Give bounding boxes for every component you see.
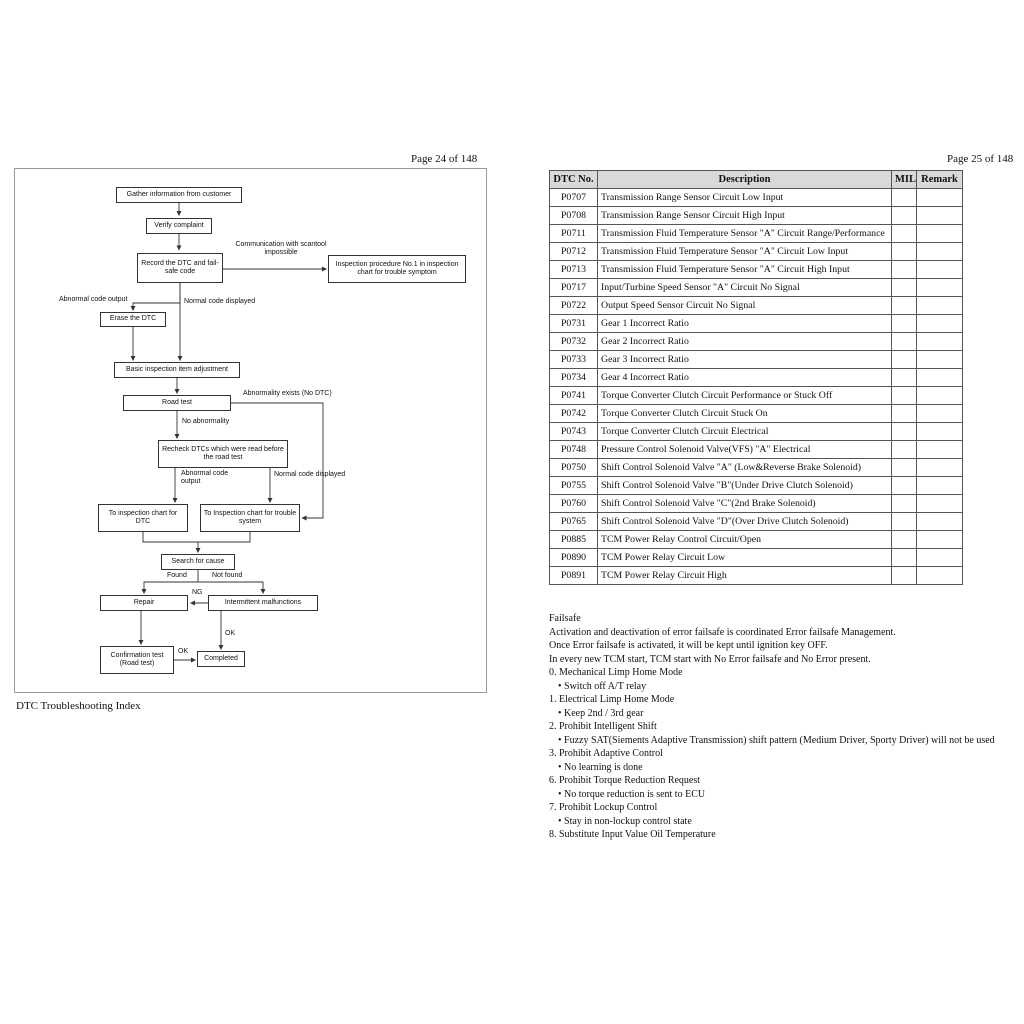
cell-remark [917,495,963,513]
table-row [550,279,963,297]
cell-dtc-no: P0713 [550,261,598,279]
table-row [550,531,963,549]
failsafe-line: • No learning is done [558,761,643,773]
cell-mil [892,333,917,351]
col-header-description: Description [598,171,892,189]
table-row [550,405,963,423]
failsafe-line: 6. Prohibit Torque Reduction Request [549,775,701,786]
flow-label-normal-code-displayed-2: Normal code displayed [274,471,346,478]
failsafe-line: 1. Electrical Limp Home Mode [549,694,675,705]
cell-dtc-no: P0885 [550,531,598,549]
failsafe-line: 0. Mechanical Limp Home Mode [549,667,683,678]
flow-node-basic-inspection: Basic inspection item adjustment [114,362,240,378]
flow-node-recheck-dtcs: Recheck DTCs which were read before the road test [158,440,288,468]
cell-mil [892,459,917,477]
failsafe-line: • No torque reduction is sent to ECU [558,788,706,800]
failsafe-line: 7. Prohibit Lockup Control [549,802,658,813]
cell-mil [892,225,917,243]
table-row [550,351,963,369]
cell-remark [917,369,963,387]
cell-mil [892,297,917,315]
flow-node-confirmation-test: Confirmation test (Road test) [100,646,174,674]
flow-node-inspection-procedure: Inspection procedure No.1 in inspection chart for trouble symptom [328,255,466,283]
figure-caption: DTC Troubleshooting Index [16,700,141,712]
flow-node-to-chart-dtc: To inspection chart for DTC [98,504,188,532]
table-row [550,297,963,315]
cell-description: Transmission Fluid Temperature Sensor "A" Circuit High Input [598,261,892,279]
cell-description: Shift Control Solenoid Valve "A" (Low&Reverse Brake Solenoid) [598,459,892,477]
failsafe-line: • Fuzzy SAT(Siements Adaptive Transmission) shift pattern (Medium Driver, Sporty Driver) will not be used [558,734,995,746]
table-row [550,513,963,531]
flow-node-erase-dtc: Erase the DTC [100,312,166,327]
cell-remark [917,459,963,477]
flow-label-not-found: Not found [212,572,243,579]
cell-description: Torque Converter Clutch Circuit Electrical [598,423,892,441]
table-row [550,261,963,279]
flow-label-ok-horizontal: OK [178,648,189,655]
cell-remark [917,351,963,369]
cell-dtc-no: P0712 [550,243,598,261]
dtc-table [549,170,963,585]
cell-description: Gear 2 Incorrect Ratio [598,333,892,351]
cell-mil [892,531,917,549]
failsafe-lines [549,626,995,842]
table-row [550,207,963,225]
table-row [550,567,963,585]
cell-description: Shift Control Solenoid Valve "D"(Over Drive Clutch Solenoid) [598,513,892,531]
failsafe-line: • Keep 2nd / 3rd gear [558,707,644,719]
cell-dtc-no: P0741 [550,387,598,405]
failsafe-section [549,612,995,842]
col-header-dtc-no: DTC No. [550,171,598,189]
cell-mil [892,243,917,261]
cell-mil [892,441,917,459]
table-row [550,243,963,261]
flow-label-abnormality-exists: Abnormality exists (No DTC) [243,390,332,397]
flowchart-frame [14,168,487,693]
table-row [550,387,963,405]
cell-dtc-no: P0717 [550,279,598,297]
cell-description: Transmission Fluid Temperature Sensor "A" Circuit Low Input [598,243,892,261]
cell-remark [917,261,963,279]
cell-dtc-no: P0707 [550,189,598,207]
cell-description: Input/Turbine Speed Sensor "A" Circuit No Signal [598,279,892,297]
table-row [550,333,963,351]
table-row [550,459,963,477]
flow-label-normal-code-displayed-1: Normal code displayed [184,298,256,305]
flow-node-repair: Repair [100,595,188,611]
cell-remark [917,513,963,531]
cell-remark [917,441,963,459]
flow-node-road-test: Road test [123,395,231,411]
cell-dtc-no: P0743 [550,423,598,441]
cell-dtc-no: P0708 [550,207,598,225]
table-row [550,441,963,459]
table-header-row [550,171,963,189]
flow-node-gather-information: Gather information from customer [116,187,242,203]
cell-mil [892,369,917,387]
cell-dtc-no: P0890 [550,549,598,567]
table-row [550,495,963,513]
cell-dtc-no: P0733 [550,351,598,369]
cell-description: Gear 4 Incorrect Ratio [598,369,892,387]
cell-remark [917,333,963,351]
flow-label-found: Found [167,572,187,579]
cell-remark [917,477,963,495]
cell-remark [917,243,963,261]
cell-description: TCM Power Relay Circuit High [598,567,892,585]
cell-description: Transmission Fluid Temperature Sensor "A" Circuit Range/Performance [598,225,892,243]
cell-remark [917,207,963,225]
cell-mil [892,315,917,333]
cell-mil [892,513,917,531]
page-number-left: Page 24 of 148 [411,153,478,165]
table-row [550,423,963,441]
cell-mil [892,189,917,207]
cell-remark [917,387,963,405]
cell-dtc-no: P0750 [550,459,598,477]
failsafe-line: 3. Prohibit Adaptive Control [549,748,663,759]
cell-dtc-no: P0711 [550,225,598,243]
col-header-mil: MIL [892,171,917,189]
cell-dtc-no: P0742 [550,405,598,423]
failsafe-line: Activation and deactivation of error failsafe is coordinated Error failsafe Management. [549,626,896,638]
flow-node-verify-complaint: Verify complaint [146,218,212,234]
flow-label-ok-vertical: OK [225,630,236,637]
table-row [550,189,963,207]
cell-description: Shift Control Solenoid Valve "C"(2nd Brake Solenoid) [598,495,892,513]
cell-mil [892,261,917,279]
flow-label-no-abnormality: No abnormality [182,418,230,425]
failsafe-line: • Switch off A/T relay [558,680,647,692]
cell-remark [917,315,963,333]
cell-dtc-no: P0760 [550,495,598,513]
cell-mil [892,279,917,297]
cell-description: Pressure Control Solenoid Valve(VFS) "A" Electrical [598,441,892,459]
failsafe-line: 2. Prohibit Intelligent Shift [549,721,657,732]
cell-dtc-no: P0755 [550,477,598,495]
cell-description: Output Speed Sensor Circuit No Signal [598,297,892,315]
cell-description: Shift Control Solenoid Valve "B"(Under Drive Clutch Solenoid) [598,477,892,495]
cell-dtc-no: P0765 [550,513,598,531]
flow-label-abnormal-code-output-1: Abnormal code output [59,296,128,303]
cell-description: Torque Converter Clutch Circuit Performance or Stuck Off [598,387,892,405]
cell-remark [917,549,963,567]
failsafe-line: Once Error failsafe is activated, it will be kept until ignition key OFF. [549,640,828,651]
table-row [550,477,963,495]
cell-mil [892,387,917,405]
cell-remark [917,567,963,585]
cell-remark [917,225,963,243]
cell-description: Transmission Range Sensor Circuit High Input [598,207,892,225]
flow-node-to-chart-trouble-system: To Inspection chart for trouble system [200,504,300,532]
flow-node-record-dtc: Record the DTC and fail-safe code [137,253,223,283]
flow-label-communication-impossible: Communication with scantool impossible [235,241,327,257]
flow-node-intermittent-malfunctions: Intermittent malfunctions [208,595,318,611]
cell-description: Torque Converter Clutch Circuit Stuck On [598,405,892,423]
failsafe-line: • Stay in non-lockup control state [558,815,692,827]
col-header-remark: Remark [917,171,963,189]
cell-mil [892,405,917,423]
cell-mil [892,423,917,441]
table-row [550,315,963,333]
table-row [550,549,963,567]
cell-mil [892,477,917,495]
cell-dtc-no: P0734 [550,369,598,387]
cell-dtc-no: P0891 [550,567,598,585]
failsafe-line: In every new TCM start, TCM start with No Error failsafe and No Error present. [549,653,871,665]
cell-mil [892,567,917,585]
flow-node-completed: Completed [197,651,245,667]
cell-description: TCM Power Relay Circuit Low [598,549,892,567]
page-number-right: Page 25 of 148 [947,153,1014,165]
cell-remark [917,531,963,549]
cell-description: Gear 3 Incorrect Ratio [598,351,892,369]
flow-label-ng: NG [192,589,203,596]
cell-remark [917,423,963,441]
cell-description: TCM Power Relay Control Circuit/Open [598,531,892,549]
failsafe-title: Failsafe [549,613,581,624]
cell-dtc-no: P0731 [550,315,598,333]
flow-node-search-for-cause: Search for cause [161,554,235,570]
cell-remark [917,297,963,315]
cell-mil [892,351,917,369]
cell-dtc-no: P0732 [550,333,598,351]
cell-remark [917,189,963,207]
cell-mil [892,549,917,567]
flow-label-abnormal-code-output-2: Abnormal code output [181,470,229,486]
cell-dtc-no: P0722 [550,297,598,315]
cell-dtc-no: P0748 [550,441,598,459]
cell-mil [892,495,917,513]
failsafe-line: 8. Substitute Input Value Oil Temperature [549,829,716,840]
cell-remark [917,405,963,423]
cell-description: Gear 1 Incorrect Ratio [598,315,892,333]
cell-description: Transmission Range Sensor Circuit Low Input [598,189,892,207]
cell-mil [892,207,917,225]
table-row [550,369,963,387]
table-row [550,225,963,243]
cell-remark [917,279,963,297]
